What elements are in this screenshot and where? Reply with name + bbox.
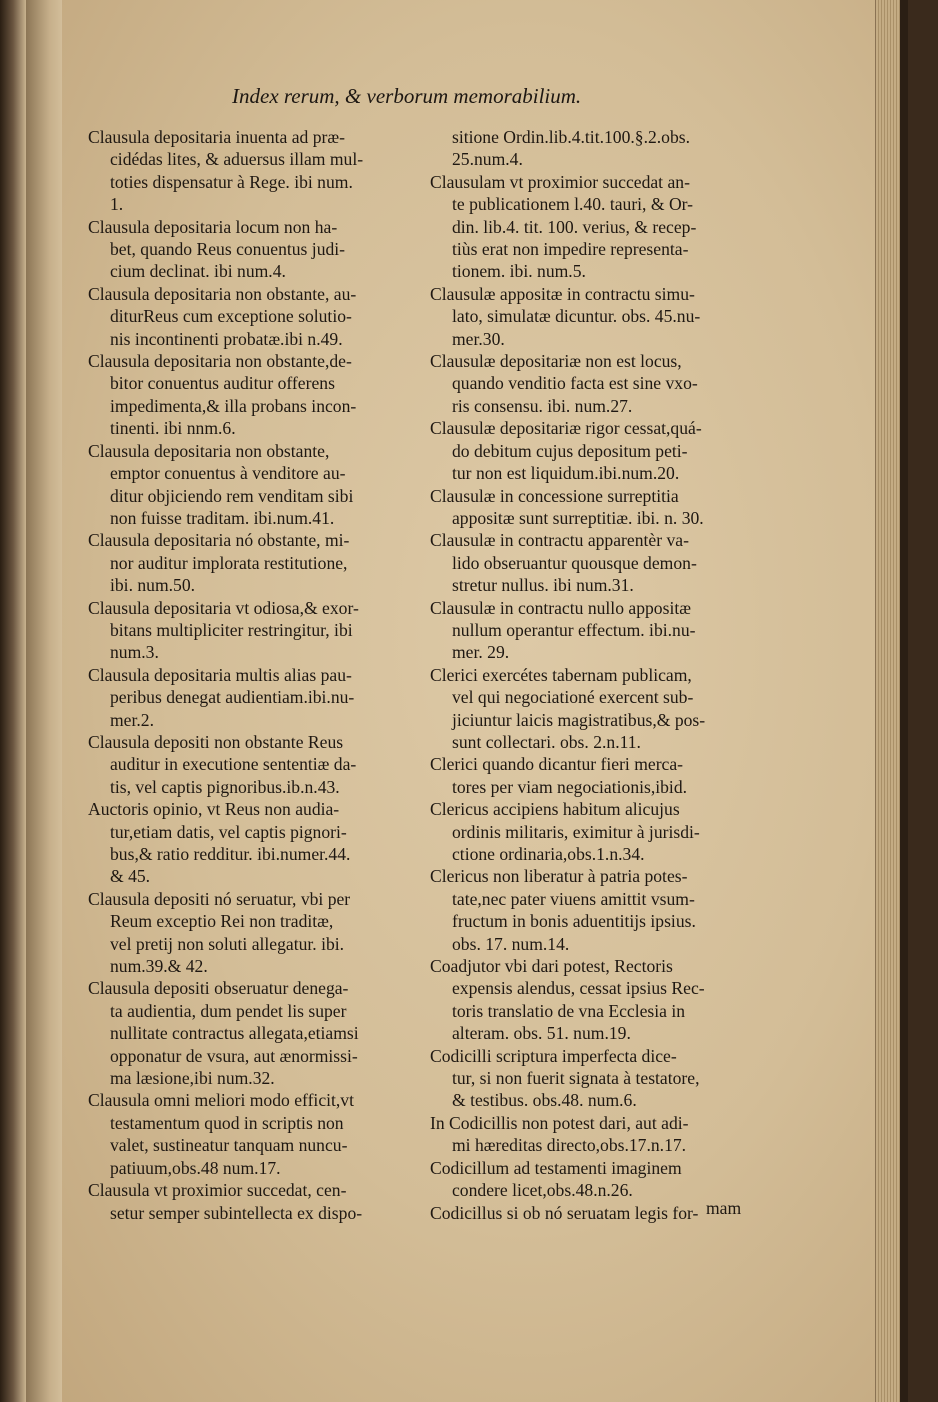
index-entry <box>430 283 754 350</box>
entry-line: non fuisse traditam. ibi.num.41. <box>110 507 335 528</box>
entry-line: Clausulæ in contractu nullo appositæ <box>430 597 691 618</box>
index-column-left <box>88 126 410 1224</box>
index-entry <box>88 440 410 530</box>
entry-line: ta audientia, dum pendet lis super <box>110 1000 347 1021</box>
entry-line: mer.30. <box>452 328 505 349</box>
entry-line: Clausula depositaria multis alias pau- <box>88 664 352 685</box>
entry-line: tiùs erat non impedire representa- <box>452 239 689 260</box>
entry-line: Codicillus si ob nó seruatam legis for- <box>430 1202 699 1223</box>
entry-line: Clausulæ depositariæ non est locus, <box>430 351 682 372</box>
entry-line: 1. <box>110 194 124 215</box>
catchword: mam <box>706 1198 742 1218</box>
entry-line: Clausula depositaria non obstante, au- <box>88 283 357 304</box>
entry-line: Clausulæ depositariæ rigor cessat,quá- <box>430 418 702 439</box>
entry-line: Clausulam vt proximior succedat an- <box>430 171 690 192</box>
entry-line: Clausula depositaria locum non ha- <box>88 216 338 237</box>
entry-line: testamentum quod in scriptis non <box>110 1112 344 1133</box>
entry-line: ordinis militaris, eximitur à jurisdi- <box>452 821 700 842</box>
entry-line: Clausula depositaria non obstante, <box>88 440 330 461</box>
binding-gutter <box>26 0 66 1402</box>
entry-line: bus,& ratio redditur. ibi.numer.44. <box>110 844 351 864</box>
entry-line: tinenti. ibi nnm.6. <box>110 418 236 439</box>
index-entry <box>430 126 754 171</box>
entry-line: bitor conuentus auditur offerens <box>110 373 335 394</box>
entry-line: Clausula omni meliori modo efficit,vt <box>88 1090 354 1111</box>
index-entry <box>430 955 754 1045</box>
index-entry <box>88 1089 410 1179</box>
entry-line: jiciuntur laicis magistratibus,& pos- <box>452 709 706 730</box>
entry-line: ma læsione,ibi num.32. <box>110 1068 275 1089</box>
entry-line: diturReus cum exceptione solutio- <box>110 306 352 327</box>
entry-line: Clausula depositi obseruatur denega- <box>88 978 349 999</box>
index-entry <box>88 731 410 798</box>
entry-line: nor auditur implorata restitutione, <box>110 552 348 573</box>
index-entry <box>88 126 410 216</box>
entry-line: patiuum,obs.48 num.17. <box>110 1157 281 1178</box>
entry-line: expensis alendus, cessat ipsius Rec- <box>452 978 705 999</box>
entry-line: fructum in bonis aduentitijs ipsius. <box>452 911 696 932</box>
entry-line: Clausula depositi non obstante Reus <box>88 731 344 752</box>
entry-line: toris translatio de vna Ecclesia in <box>452 1000 686 1021</box>
entry-line: valet, sustineatur tanquam nuncu- <box>110 1135 348 1156</box>
entry-line: Clausula vt proximior succedat, cen- <box>88 1180 347 1201</box>
entry-line: alteram. obs. 51. num.19. <box>452 1023 631 1044</box>
entry-line: & 45. <box>110 866 151 887</box>
entry-line: Reum exceptio Rei non traditæ, <box>110 911 334 932</box>
entry-line: mi hæreditas directo,obs.17.n.17. <box>452 1135 687 1156</box>
entry-line: Clausula depositaria nó obstante, mi- <box>88 530 350 551</box>
entry-line: lido obseruantur quousque demon- <box>452 552 697 573</box>
right-dark-margin <box>900 0 908 1402</box>
entry-line: opponatur de vsura, aut ænormissi- <box>110 1045 358 1066</box>
index-entry <box>88 350 410 440</box>
index-column-right <box>430 126 754 1224</box>
entry-line: setur semper subintellecta ex dispo- <box>110 1202 363 1223</box>
entry-line: stretur nullus. ibi num.31. <box>452 575 634 596</box>
entry-line: mer.2. <box>110 709 154 730</box>
entry-line: bitans multipliciter restringitur, ibi <box>110 619 353 640</box>
index-entry <box>88 1179 410 1224</box>
entry-line: & testibus. obs.48. num.6. <box>452 1090 637 1111</box>
entry-line: quando venditio facta est sine vxo- <box>452 373 698 394</box>
entry-line: Clericus accipiens habitum alicujus <box>430 799 680 820</box>
index-entry <box>430 798 754 865</box>
entry-line: condere licet,obs.48.n.26. <box>452 1180 633 1201</box>
entry-line: sitione Ordin.lib.4.tit.100.§.2.obs. <box>452 127 691 147</box>
index-entry <box>88 597 410 664</box>
entry-line: Auctoris opinio, vt Reus non audia- <box>88 799 340 820</box>
entry-line: vel qui negociationé exercent sub- <box>452 687 694 708</box>
index-entry <box>88 216 410 283</box>
entry-line: din. lib.4. tit. 100. verius, & recep- <box>452 216 697 237</box>
entry-line: appositæ sunt surreptitiæ. ibi. n. 30. <box>452 507 704 528</box>
entry-line: mer. 29. <box>452 642 510 663</box>
index-entry <box>430 529 754 596</box>
index-entry <box>430 597 754 664</box>
entry-line: Clausula depositaria vt odiosa,& exor- <box>88 597 359 618</box>
entry-line: cium declinat. ibi num.4. <box>110 261 286 282</box>
entry-line: nullum operantur effectum. ibi.nu- <box>452 619 696 640</box>
entry-line: lato, simulatæ dicuntur. obs. 45.nu- <box>452 306 701 327</box>
entry-line: cidédas lites, & aduersus illam mul- <box>110 149 364 170</box>
entry-line: Clausula depositaria non obstante,de- <box>88 351 352 372</box>
entry-line: tur,etiam datis, vel captis pignori- <box>110 821 347 842</box>
entry-line: Clerici quando dicantur fieri merca- <box>430 754 684 775</box>
entry-line: Codicillum ad testamenti imaginem <box>430 1157 682 1178</box>
index-entry <box>430 664 754 754</box>
index-entry <box>88 798 410 888</box>
entry-line: obs. 17. num.14. <box>452 933 570 954</box>
entry-line: 25.num.4. <box>452 149 523 170</box>
index-entry <box>430 485 754 530</box>
entry-line: do debitum cujus depositum peti- <box>452 440 688 461</box>
entry-line: tores per viam negociationis,ibid. <box>452 776 688 797</box>
entry-line: Coadjutor vbi dari potest, Rectoris <box>430 956 673 977</box>
entry-line: Clausula depositaria inuenta ad præ- <box>88 127 345 147</box>
entry-line: nis incontinenti probatæ.ibi n.49. <box>110 328 343 349</box>
entry-line: ibi. num.50. <box>110 575 196 596</box>
entry-line: In Codicillis non potest dari, aut adi- <box>430 1112 689 1133</box>
entry-line: impedimenta,& illa probans incon- <box>110 395 357 416</box>
index-entry <box>430 1045 754 1112</box>
entry-line: ditur objiciendo rem venditam sibi <box>110 485 354 506</box>
entry-line: toties dispensatur à Rege. ibi num. <box>110 171 353 192</box>
entry-line: num.3. <box>110 642 159 663</box>
left-page-edge <box>0 0 26 1402</box>
entry-line: te publicationem l.40. tauri, & Or- <box>452 194 694 215</box>
entry-line: Codicilli scriptura imperfecta dice- <box>430 1045 677 1066</box>
index-entry <box>88 664 410 731</box>
entry-line: Clericus non liberatur à patria potes- <box>430 866 688 887</box>
entry-line: Clausula depositi nó seruatur, vbi per <box>88 888 351 909</box>
entry-line: num.39.& 42. <box>110 956 208 977</box>
entry-line: sunt collectari. obs. 2.n.11. <box>452 731 641 752</box>
index-entry <box>88 977 410 1089</box>
entry-line: Clerici exercétes tabernam publicam, <box>430 664 692 685</box>
index-entry <box>88 888 410 978</box>
entry-line: Clausulæ in concessione surreptitia <box>430 485 679 506</box>
entry-line: tur non est liquidum.ibi.num.20. <box>452 463 680 484</box>
index-entry <box>430 171 754 283</box>
index-entry <box>430 865 754 955</box>
entry-line: ctione ordinaria,obs.1.n.34. <box>452 844 645 864</box>
entry-line: bet, quando Reus conuentus judi- <box>110 239 346 260</box>
index-entry <box>430 1112 754 1157</box>
index-entry <box>88 283 410 350</box>
index-entry <box>88 529 410 596</box>
entry-line: tis, vel captis pignoribus.ib.n.43. <box>110 776 340 797</box>
index-entry <box>430 350 754 417</box>
entry-line: vel pretij non soluti allegatur. ibi. <box>110 933 345 954</box>
entry-line: peribus denegat audientiam.ibi.nu- <box>110 687 355 708</box>
entry-line: auditur in executione sententiæ da- <box>110 754 357 775</box>
entry-line: Clausulæ in contractu apparentèr va- <box>430 530 689 551</box>
entry-line: ris consensu. ibi. num.27. <box>452 395 633 416</box>
entry-line: Clausulæ appositæ in contractu simu- <box>430 283 695 304</box>
running-head: Index rerum, & verborum memorabilium. <box>232 84 582 108</box>
index-entry <box>430 1157 754 1202</box>
entry-line: nullitate contractus allegata,etiamsi <box>110 1023 359 1044</box>
entry-line: tionem. ibi. num.5. <box>452 261 586 282</box>
index-entry <box>430 417 754 484</box>
entry-line: emptor conuentus à venditore au- <box>110 463 346 484</box>
entry-line: tur, si non fuerit signata à testatore, <box>452 1068 700 1089</box>
index-entry <box>430 753 754 798</box>
entry-line: tate,nec pater viuens amittit vsum- <box>452 888 695 909</box>
